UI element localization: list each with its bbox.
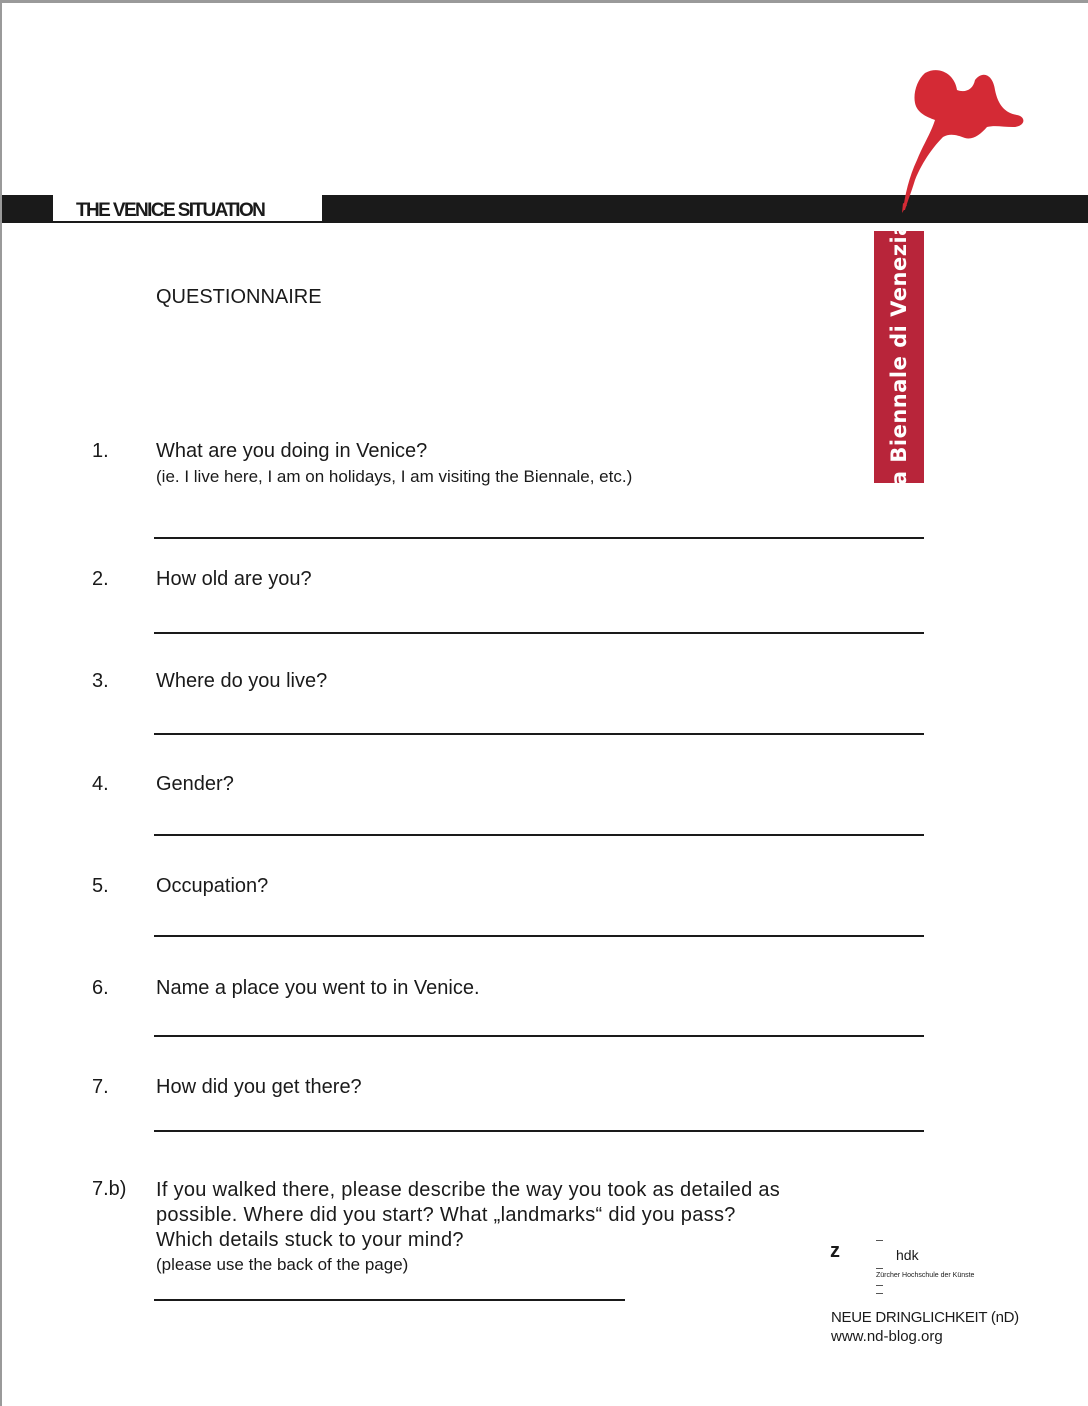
question-text: Occupation? — [156, 875, 269, 897]
question-hint: (please use the back of the page) — [156, 1255, 409, 1274]
answer-line-7[interactable] — [154, 1130, 924, 1132]
question-number: 7.b) — [92, 1178, 127, 1200]
zhdk-mark — [876, 1285, 883, 1286]
question-number: 5. — [92, 875, 109, 897]
biennale-logo-text: la Biennale di Venezia — [887, 221, 911, 493]
zhdk-mark — [876, 1268, 883, 1269]
answer-line-5[interactable] — [154, 935, 924, 937]
answer-line-2[interactable] — [154, 632, 924, 634]
question-text: How did you get there? — [156, 1076, 362, 1098]
document-title: THE VENICE SITUATION — [76, 200, 265, 221]
org-name: NEUE DRINGLICHKEIT (nD) — [831, 1309, 1019, 1326]
question-text: What are you doing in Venice? — [156, 440, 428, 462]
answer-line-7b[interactable] — [154, 1299, 625, 1301]
answer-line-3[interactable] — [154, 733, 924, 735]
biennale-lion-flag-icon — [895, 65, 1030, 215]
page-border — [0, 0, 1088, 3]
question-number: 4. — [92, 773, 109, 795]
question-number: 1. — [92, 440, 109, 462]
zhdk-z-logo: z — [830, 1240, 840, 1262]
question-number: 2. — [92, 568, 109, 590]
question-number: 7. — [92, 1076, 109, 1098]
question-text: Where do you live? — [156, 670, 328, 692]
answer-line-1[interactable] — [154, 537, 924, 539]
org-url[interactable]: www.nd-blog.org — [831, 1328, 943, 1345]
question-text: How old are you? — [156, 568, 312, 590]
question-hint: (ie. I live here, I am on holidays, I am visiting the Biennale, etc.) — [156, 467, 633, 486]
questionnaire-heading: QUESTIONNAIRE — [156, 286, 322, 308]
answer-line-6[interactable] — [154, 1035, 924, 1037]
zhdk-mark — [876, 1293, 883, 1294]
zhdk-subtitle: Zürcher Hochschule der Künste — [876, 1272, 975, 1279]
zhdk-mark — [876, 1240, 883, 1241]
question-number: 6. — [92, 977, 109, 999]
question-text: If you walked there, please describe the way you took as detailed as possible. Where did you start? What „landmarks“ did you pass? Which details stuck to your mind? — [156, 1179, 781, 1251]
question-text: Gender? — [156, 773, 234, 795]
question-number: 3. — [92, 670, 109, 692]
answer-line-4[interactable] — [154, 834, 924, 836]
zhdk-hdk-text: hdk — [896, 1247, 919, 1263]
question-text: Name a place you went to in Venice. — [156, 977, 480, 999]
